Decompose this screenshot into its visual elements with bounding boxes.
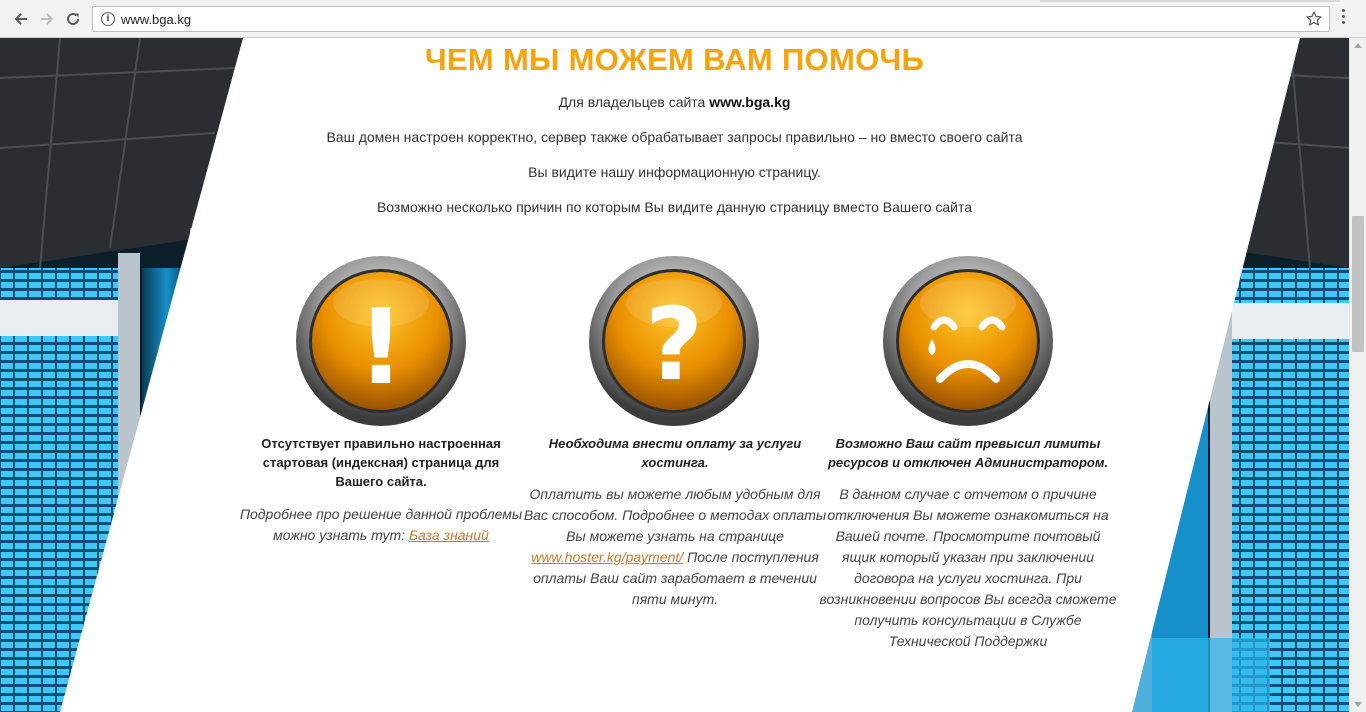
main-content	[0, 38, 1349, 712]
info-icon[interactable]: i	[101, 12, 115, 26]
knowledge-base-link[interactable]: База знаний	[408, 527, 489, 543]
reason-2-title: Необходима внести оплату за услуги хостинга.	[548, 436, 802, 470]
intro-line-1: Ваш домен настроен корректно, сервер также обрабатывает запросы правильно – но вместо своего сайта	[326, 129, 1023, 145]
exclamation-icon	[295, 255, 467, 427]
svg-text:!: !	[357, 286, 405, 408]
reload-icon[interactable]	[62, 8, 84, 30]
scrollbar-thumb[interactable]	[1352, 216, 1364, 352]
url-text[interactable]: www.bga.kg	[121, 12, 192, 27]
reason-3-title: Возможно Ваш сайт превысил лимиты ресурсов и отключен Администратором.	[827, 436, 1109, 470]
svg-text:?: ?	[644, 286, 704, 403]
intro-line-2: Вы видите нашу информационную страницу.	[528, 164, 821, 180]
tab-strip-edge	[1040, 0, 1340, 2]
kebab-menu-icon[interactable]	[1340, 9, 1346, 27]
intro-line-3: Возможно несколько причин по которым Вы видите данную страницу вместо Вашего сайта	[376, 199, 973, 215]
owners-prefix: Для владельцев сайта	[558, 94, 710, 110]
reason-1-text	[228, 504, 534, 546]
owners-line	[0, 94, 1349, 110]
owners-site: www.bga.kg	[709, 94, 791, 110]
address-bar[interactable]	[92, 6, 1330, 32]
scroll-up-arrow-icon[interactable]	[1354, 43, 1362, 48]
payment-link[interactable]: www.hoster.kg/payment/	[531, 549, 684, 565]
sad-face-icon	[882, 255, 1054, 427]
reason-2-text	[522, 484, 828, 610]
page-viewport	[0, 38, 1349, 712]
reason-1-body: Подробнее про решение данной проблемы можно узнать тут:	[239, 506, 523, 543]
forward-arrow-icon[interactable]	[36, 8, 58, 30]
reason-1-title: Отсутствует правильно настроенная стартовая (индексная) страница для Вашего сайта.	[261, 436, 501, 489]
reason-3-text: В данном случае с отчетом о причине отключения Вы можете ознакомиться на Вашей почте. Просмотрите почтовый ящик который указан при заключении договора на услуги хостинга. При возникновении вопросов Вы всегда сможете получить консультации в Службе Технической Поддержки	[819, 486, 1117, 649]
scroll-down-arrow-icon[interactable]	[1354, 702, 1362, 707]
reason-2-tail: После поступления оплаты Ваш сайт заработает в течении пяти минут.	[533, 549, 819, 607]
reason-2-body: Оплатить вы можете любым удобным для Вас способом. Подробнее о методах оплаты Вы можете узнать на странице	[523, 486, 827, 544]
star-icon[interactable]	[1305, 10, 1323, 33]
vertical-scrollbar[interactable]	[1349, 38, 1366, 712]
question-icon	[588, 255, 760, 427]
browser-toolbar	[0, 0, 1366, 38]
back-arrow-icon[interactable]	[10, 8, 32, 30]
page-title: ЧЕМ МЫ МОЖЕМ ВАМ ПОМОЧЬ	[424, 42, 925, 77]
